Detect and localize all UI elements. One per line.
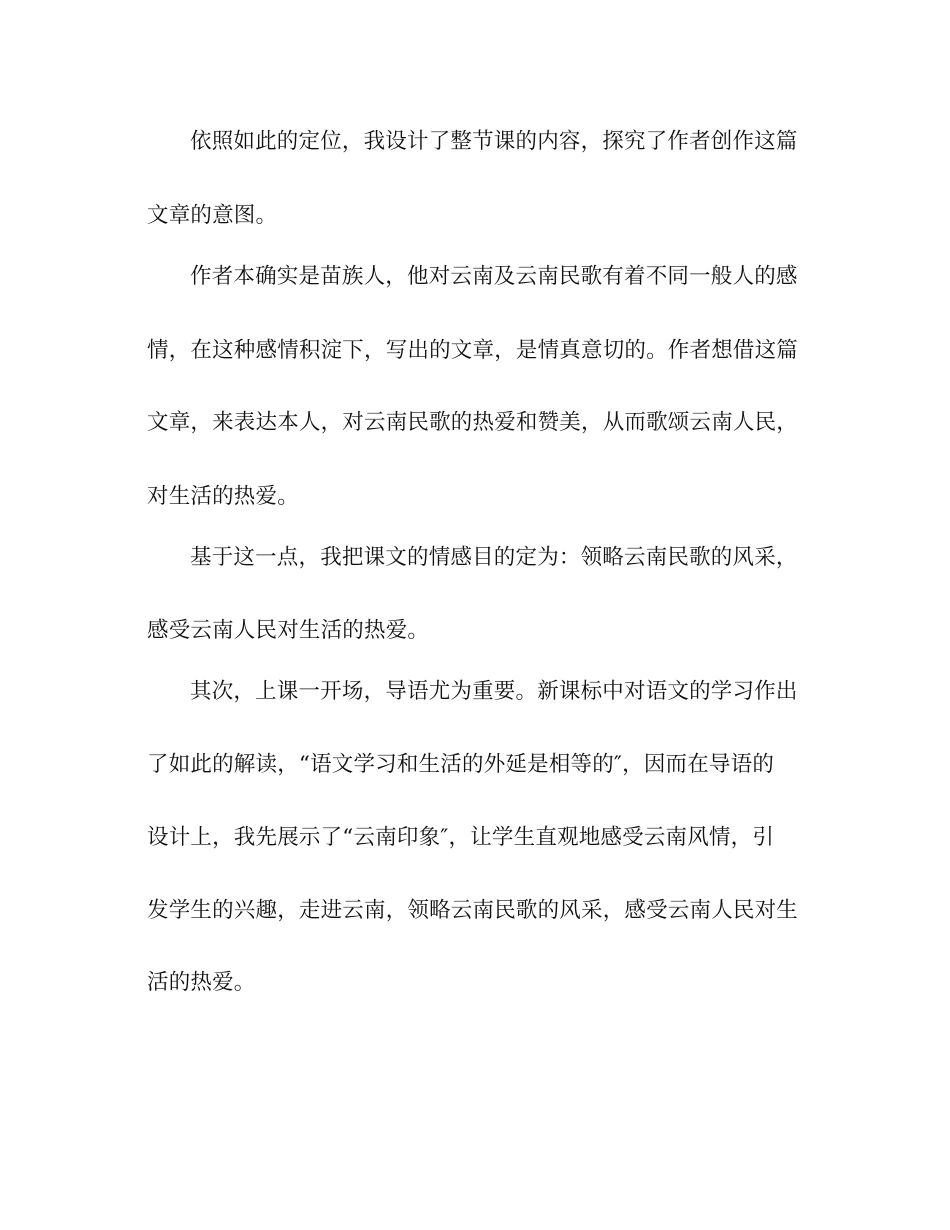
paragraph-4-line-2: 了如此的解读，“语文学习和生活的外延是相等的″，因而在导语的 — [147, 752, 775, 777]
paragraph-4-line-1: 其次，上课一开场，导语尤为重要。新课标中对语文的学习作出 — [190, 679, 798, 704]
paragraph-3-line-1: 基于这一点，我把课文的情感目的定为：领略云南民歌的风采， — [190, 545, 798, 570]
paragraph-3-line-2: 感受云南人民对生活的热爱。 — [147, 618, 430, 643]
paragraph-4-line-5: 活的热爱。 — [147, 970, 256, 995]
paragraph-1-line-1: 依照如此的定位，我设计了整节课的内容，探究了作者创作这篇 — [190, 129, 798, 154]
paragraph-2-line-3: 文章，来表达本人，对云南民歌的热爱和赞美，从而歌颂云南人民， — [147, 410, 799, 435]
paragraph-2-line-1: 作者本确实是苗族人，他对云南及云南民歌有着不同一般人的感 — [190, 264, 798, 289]
paragraph-2-line-4: 对生活的热爱。 — [147, 484, 299, 509]
paragraph-4-line-3: 设计上，我先展示了“云南印象″，让学生直观地感受云南风情，引 — [147, 825, 775, 850]
paragraph-1-line-2: 文章的意图。 — [147, 203, 278, 228]
paragraph-4-line-4: 发学生的兴趣，走进云南，领略云南民歌的风采，感受云南人民对生 — [147, 898, 799, 923]
paragraph-2-line-2: 情，在这种感情积淀下，写出的文章，是情真意切的。作者想借这篇 — [147, 338, 799, 363]
